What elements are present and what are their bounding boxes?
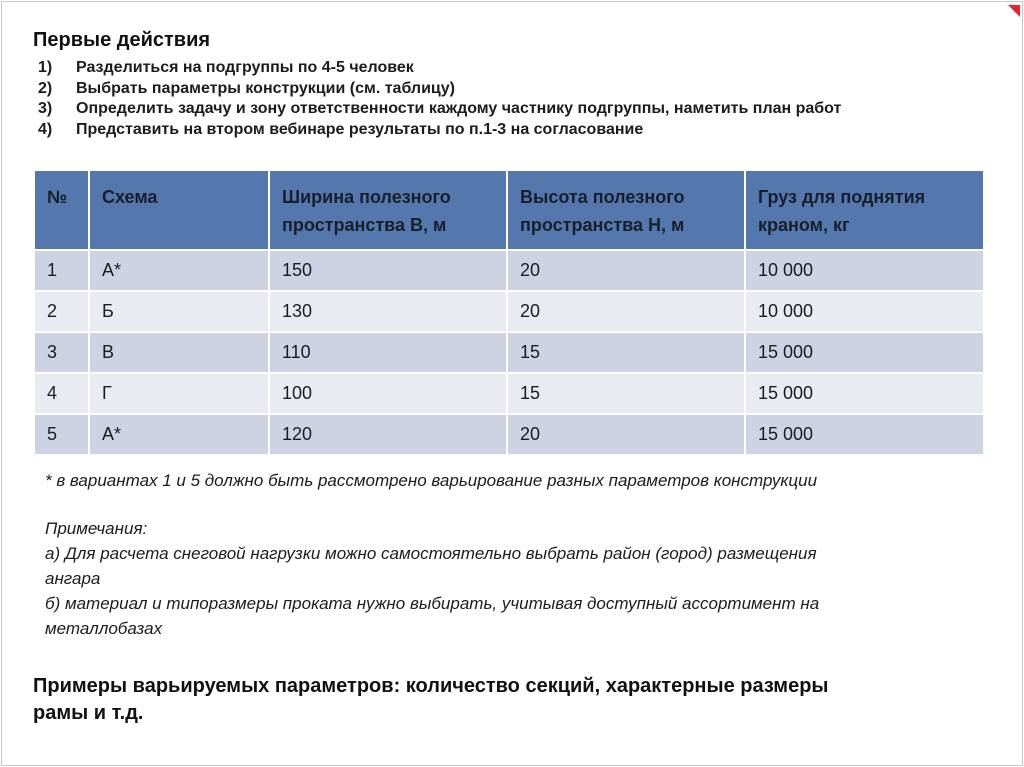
table-row bbox=[34, 332, 984, 373]
table-cell: 15 bbox=[507, 332, 745, 373]
table-cell: 20 bbox=[507, 291, 745, 332]
note-line: Примечания: bbox=[45, 519, 148, 538]
table-header-cell: Высота полезного пространства Н, м bbox=[507, 170, 745, 250]
table-cell: 100 bbox=[269, 373, 507, 414]
table-cell: 1 bbox=[34, 250, 89, 291]
table-cell: Г bbox=[89, 373, 269, 414]
list-item bbox=[38, 120, 984, 141]
table-row bbox=[34, 250, 984, 291]
table-cell: 15 000 bbox=[745, 414, 984, 455]
list-item-text: Разделиться на подгруппы по 4-5 человек bbox=[76, 59, 414, 76]
table-cell: А* bbox=[89, 250, 269, 291]
note-line: ангара bbox=[45, 569, 101, 588]
summary-line: Примеры варьируемых параметров: количество секций, характерные размеры bbox=[33, 675, 829, 697]
list-item bbox=[38, 58, 984, 79]
table-row bbox=[34, 373, 984, 414]
table-header-cell: Ширина полезного пространства В, м bbox=[269, 170, 507, 250]
list-item-text: Определить задачу и зону ответственности каждому частнику подгруппы, наметить план работ bbox=[76, 100, 842, 117]
table-header-row bbox=[34, 170, 984, 250]
list-item-number: 4) bbox=[38, 120, 53, 138]
table-cell: 5 bbox=[34, 414, 89, 455]
table-cell: 120 bbox=[269, 414, 507, 455]
table-cell: 15 bbox=[507, 373, 745, 414]
steps-list bbox=[33, 58, 984, 140]
table-cell: 110 bbox=[269, 332, 507, 373]
note-line: металлобазах bbox=[45, 619, 163, 638]
list-item bbox=[38, 99, 984, 120]
table-cell: 15 000 bbox=[745, 373, 984, 414]
table-cell: 10 000 bbox=[745, 250, 984, 291]
table-cell: 10 000 bbox=[745, 291, 984, 332]
table-cell: 150 bbox=[269, 250, 507, 291]
table-cell: В bbox=[89, 332, 269, 373]
list-item-number: 2) bbox=[38, 79, 53, 97]
footnote: * в вариантах 1 и 5 должно быть рассмотрено варьирование разных параметров конструкции bbox=[45, 471, 818, 490]
table-cell: 130 bbox=[269, 291, 507, 332]
table-cell: 3 bbox=[34, 332, 89, 373]
parameters-table bbox=[33, 169, 985, 456]
notes-block bbox=[45, 516, 984, 641]
list-item-number: 3) bbox=[38, 100, 53, 117]
list-item-text: Представить на втором вебинаре результаты по п.1-3 на согласование bbox=[76, 120, 644, 138]
page-title: Первые действия bbox=[33, 29, 211, 51]
list-item bbox=[38, 79, 984, 100]
table-header-cell: № bbox=[34, 170, 89, 250]
table-cell: 20 bbox=[507, 250, 745, 291]
table-row bbox=[34, 291, 984, 332]
table-cell: А* bbox=[89, 414, 269, 455]
summary-block bbox=[33, 673, 984, 727]
table-cell: 20 bbox=[507, 414, 745, 455]
table-cell: 2 bbox=[34, 291, 89, 332]
table-header-cell: Схема bbox=[89, 170, 269, 250]
list-item-number: 1) bbox=[38, 59, 53, 76]
table-cell: 15 000 bbox=[745, 332, 984, 373]
corner-marker-icon bbox=[1008, 5, 1020, 17]
note-line: а) Для расчета снеговой нагрузки можно самостоятельно выбрать район (город) размещения bbox=[45, 544, 817, 563]
table-cell: 4 bbox=[34, 373, 89, 414]
summary-line: рамы и т.д. bbox=[33, 702, 144, 724]
table-cell: Б bbox=[89, 291, 269, 332]
list-item-text: Выбрать параметры конструкции (см. таблицу) bbox=[76, 79, 455, 97]
slide-content bbox=[33, 28, 984, 727]
note-line: б) материал и типоразмеры проката нужно выбирать, учитывая доступный ассортимент на bbox=[45, 594, 820, 613]
table-header-cell: Груз для поднятия краном, кг bbox=[745, 170, 984, 250]
table-row bbox=[34, 414, 984, 455]
